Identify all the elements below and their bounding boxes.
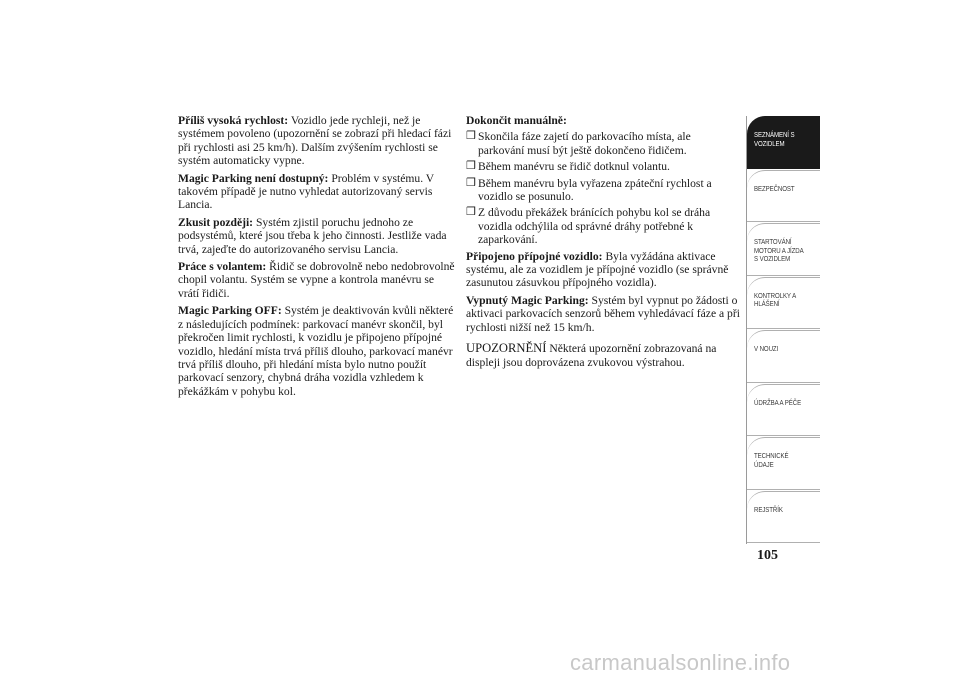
term: Příliš vysoká rychlost: xyxy=(178,114,289,127)
tab-label: ÚDRŽBA A PÉČE xyxy=(754,397,802,407)
paragraph-text: Vozidlo jede rychleji, než je systémem povoleno (upozornění se zobrazí při hledací fázi při rychlosti asi 25 km/h). Dalším zvýšením rychlosti se systém automaticky vypne. xyxy=(178,114,452,168)
tab-bezpecnost[interactable] xyxy=(747,170,820,223)
tab-seznameni[interactable] xyxy=(747,116,820,169)
warning-note xyxy=(466,342,740,369)
right-column xyxy=(466,114,740,373)
chapter-tabs xyxy=(746,116,820,544)
page-number: 105 xyxy=(757,548,778,563)
tab-rejstrik[interactable] xyxy=(747,491,820,544)
tab-udrzba[interactable] xyxy=(747,384,820,437)
term: Zkusit později: xyxy=(178,215,254,229)
warning-text: Některá upozornění zobrazovaná na displeji jsou doprovázena zvukovou výstrahou. xyxy=(466,342,717,369)
tab-label: SEZNÁMENÍ S VOZIDLEM xyxy=(754,130,795,148)
paragraph-steering xyxy=(178,260,456,300)
list-item xyxy=(466,160,740,173)
paragraph-text: Byla vyžádána aktivace systému, ale za vozidlem je přípojné vozidlo (se správně zasunutou zásuvkou přípojného vozidla). xyxy=(466,249,729,290)
list-item xyxy=(466,177,740,204)
checkbox-bullet-icon: ❒ xyxy=(466,130,476,143)
paragraph-magic-parking-off xyxy=(178,304,456,398)
paragraph-try-later xyxy=(178,216,456,256)
warning-label: UPOZORNĚNÍ xyxy=(466,341,547,356)
paragraph-text: Problém v systému. V takovém případě je nutno vyhledat autorizovaný servis Lancia. xyxy=(178,171,434,212)
list-item xyxy=(466,206,740,246)
tab-label: STARTOVÁNÍ MOTORU A JÍZDA S VOZIDLEM xyxy=(754,237,804,264)
term: Magic Parking OFF: xyxy=(178,304,282,318)
tab-kontrolky[interactable] xyxy=(747,277,820,330)
tab-label: TECHNICKÉ ÚDAJE xyxy=(754,451,789,469)
paragraph-text: Systém je deaktivován kvůli některé z následujících podmínek: parkovací manévr skončil, byl překročen limit rychlosti, k vozidlu je připojeno přípojné vozidlo, hledání místa trvá příliš dlouho, parkovací manévr trvá příliš dlouho, při hledání místa bylo nutno použít parkovací senzory, chybná dráha vozidla vzhledem k překážkám v pohybu kol. xyxy=(178,304,454,398)
watermark: carmanualsonline.info xyxy=(570,650,791,675)
tab-label: KONTROLKY A HLÁŠENÍ xyxy=(754,290,797,309)
tab-label: V NOUZI xyxy=(754,344,779,353)
term: Magic Parking není dostupný: xyxy=(178,171,329,185)
paragraph-not-available xyxy=(178,172,456,212)
paragraph-disabled xyxy=(466,294,740,334)
paragraph-text: Řidič se dobrovolně nebo nedobrovolně chopil volantu. Systém se vypne a kontrola manévru se vrátí řidiči. xyxy=(178,260,455,300)
paragraph-speed-too-high xyxy=(178,114,456,168)
checkbox-bullet-icon: ❒ xyxy=(466,206,476,219)
term: Vypnutý Magic Parking: xyxy=(466,293,589,307)
list-item-text: Skončila fáze zajetí do parkovacího místa, ale parkování musí být ještě dokončeno řidičem. xyxy=(478,130,691,157)
tab-startovani[interactable] xyxy=(747,223,820,276)
paragraph-trailer xyxy=(466,250,740,290)
checkbox-bullet-icon: ❒ xyxy=(466,176,476,189)
list-item xyxy=(466,130,740,157)
list-item-text: Z důvodu překážek bránících pohybu kol se dráha vozidla odchýlila od správné dráhy potřebné k zaparkování. xyxy=(478,206,711,247)
tab-label: REJSTŘÍK xyxy=(754,504,783,514)
tab-technicke[interactable] xyxy=(747,437,820,490)
section-heading: Dokončit manuálně: xyxy=(466,114,567,127)
tab-label: BEZPEČNOST xyxy=(754,183,795,193)
term: Připojeno přípojné vozidlo: xyxy=(466,249,603,263)
list-item-text: Během manévru se řidič dotknul volantu. xyxy=(478,160,670,174)
tab-v-nouzi[interactable] xyxy=(747,330,820,383)
left-column xyxy=(178,114,456,402)
checkbox-bullet-icon: ❒ xyxy=(466,160,476,173)
term: Práce s volantem: xyxy=(178,260,267,274)
paragraph-text: Systém byl vypnut po žádosti o aktivaci parkovacích senzorů během vyhledávací fáze a při rychlosti nižší než 15 km/h. xyxy=(466,293,740,334)
list-item-text: Během manévru byla vyřazena zpáteční rychlost a vozidlo se posunulo. xyxy=(478,176,712,204)
paragraph-text: Systém zjistil poruchu jednoho ze podsystémů, které jsou třeba k jeho činnosti. Jestliže vada trvá, zajeďte do autorizovaného servisu Lancia. xyxy=(178,215,447,256)
